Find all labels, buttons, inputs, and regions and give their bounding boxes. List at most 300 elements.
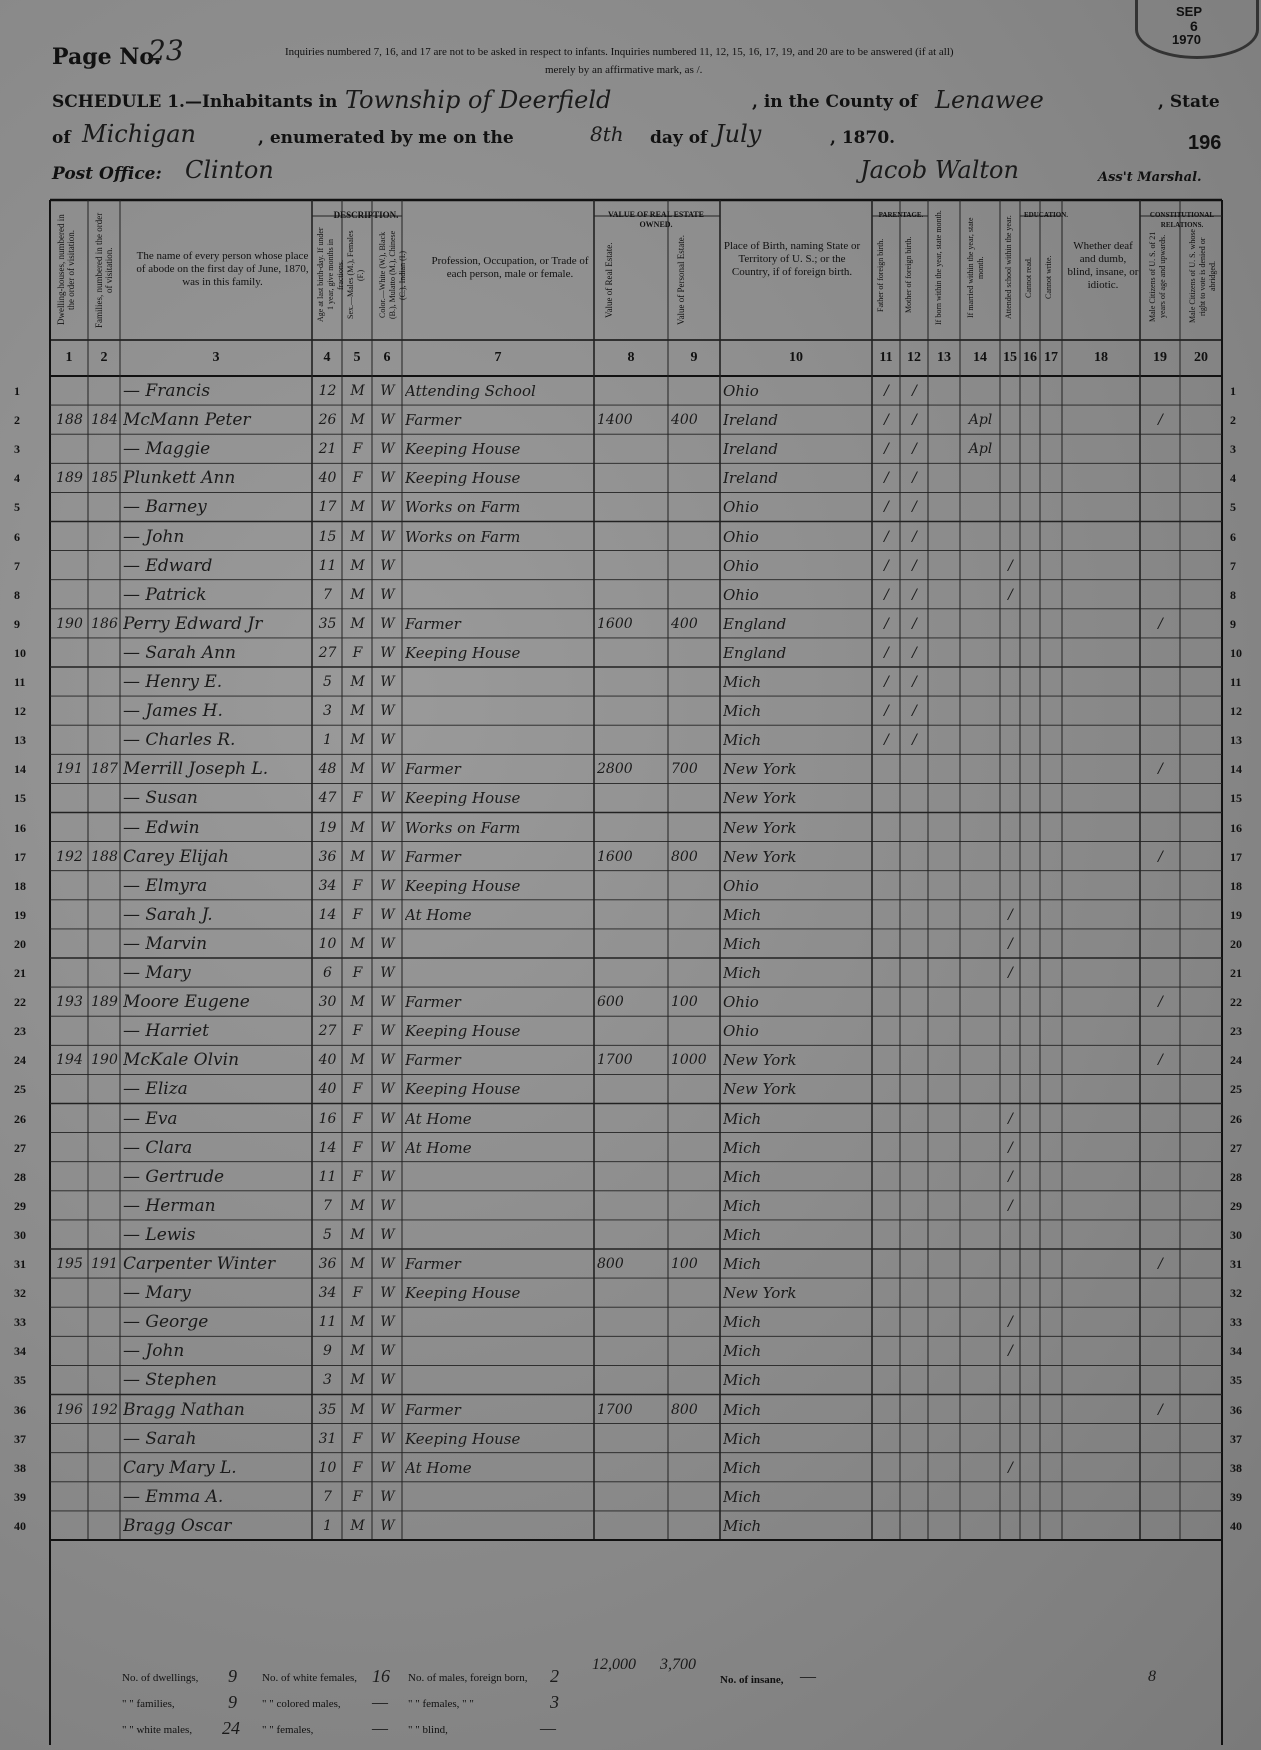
mother-foreign-mark: [903, 1165, 926, 1190]
sex: F: [352, 877, 363, 894]
real-estate-value: 1700: [597, 1401, 633, 1418]
personal-estate-value: 400: [671, 412, 698, 429]
county: Lenawee: [935, 86, 1044, 114]
real-estate-value: [597, 670, 666, 695]
marshal-label: Ass't Marshal.: [1098, 170, 1202, 185]
sex: M: [350, 383, 365, 399]
married-within-year: [963, 554, 998, 579]
dwelling-number: [53, 1427, 86, 1452]
row-number-left: 29: [14, 1198, 26, 1213]
row-number-right: 4: [1230, 471, 1236, 486]
dwelling-number: [53, 1136, 86, 1161]
stamp-day: 6: [1190, 18, 1198, 34]
row-number-left: 36: [14, 1402, 26, 1417]
citizen-mark: [1143, 1019, 1178, 1044]
header-cannot-write: Cannot write.: [1044, 255, 1053, 300]
personal-estate-value: [671, 874, 718, 899]
personal-estate-value: [671, 1194, 718, 1219]
birthplace: New York: [723, 1080, 797, 1099]
header-education: EDUCATION.: [1024, 211, 1069, 219]
person-name: — John: [123, 526, 185, 547]
birthplace: Ohio: [723, 382, 759, 400]
father-foreign-mark: [875, 1136, 898, 1161]
school-mark: [1003, 1398, 1018, 1423]
header-sex: Sex.—Males (M.), Females (F.): [346, 230, 365, 320]
school-mark: [1003, 495, 1018, 520]
dwelling-number: 191: [56, 761, 83, 778]
personal-estate-value: [671, 699, 718, 724]
mother-foreign-mark: /: [912, 412, 917, 429]
real-estate-value: [597, 1165, 666, 1190]
mother-foreign-mark: [903, 1048, 926, 1073]
dwelling-number: 193: [56, 994, 83, 1011]
father-foreign-mark: [875, 1485, 898, 1510]
real-estate-value: [597, 1136, 666, 1161]
family-number: [91, 583, 118, 608]
personal-estate-value: [671, 1427, 718, 1452]
father-foreign-mark: [875, 1077, 898, 1102]
mother-foreign-mark: [903, 874, 926, 899]
dwelling-number: 189: [56, 470, 83, 487]
real-estate-value: [597, 1456, 666, 1481]
occupation: [405, 1165, 592, 1190]
marshal-signature: Jacob Walton: [860, 156, 1019, 184]
occupation: [405, 1310, 592, 1335]
school-mark: /: [1008, 1197, 1013, 1214]
dwelling-number: [53, 1339, 86, 1364]
father-foreign-mark: /: [884, 412, 889, 429]
family-number: [91, 874, 118, 899]
families-count: 9: [228, 1692, 237, 1712]
color: W: [380, 557, 395, 574]
dwelling-number: [53, 932, 86, 957]
citizen-mark: /: [1158, 615, 1163, 632]
color: W: [380, 1168, 395, 1185]
row-number-left: 30: [14, 1227, 26, 1242]
father-foreign-mark: /: [884, 470, 889, 487]
color: W: [380, 615, 395, 632]
dwelling-number: [53, 786, 86, 811]
occupation: Keeping House: [405, 1284, 521, 1303]
school-mark: /: [1008, 965, 1013, 981]
occupation: At Home: [405, 1138, 472, 1157]
row-number-right: 38: [1230, 1460, 1242, 1475]
person-name: — Gertrude: [123, 1166, 225, 1187]
families-label: " " families,: [122, 1698, 175, 1710]
color: W: [380, 499, 395, 516]
of-label: of: [52, 128, 71, 148]
row-number-left: 11: [14, 675, 26, 689]
column-number-6: 6: [383, 350, 391, 365]
sex: F: [352, 1081, 363, 1098]
occupation: Farmer: [405, 993, 461, 1012]
person-name: Carpenter Winter: [123, 1254, 276, 1274]
age: 26: [318, 412, 337, 429]
citizen-mark: [1143, 525, 1178, 550]
mother-foreign-mark: [903, 1339, 926, 1364]
age: 3: [323, 703, 332, 720]
column-number-18: 18: [1094, 350, 1108, 365]
person-name: — Patrick: [123, 584, 207, 605]
married-within-year: [963, 699, 998, 724]
instructions-line-2: merely by an affirmative mark, as /.: [545, 64, 703, 76]
personal-estate-value: [671, 1107, 718, 1132]
real-estate-value: [597, 1368, 666, 1393]
row-number-right: 23: [1230, 1024, 1242, 1039]
family-number: [91, 1019, 118, 1044]
married-within-year: Apl: [968, 441, 993, 458]
row-number-right: 3: [1230, 442, 1236, 457]
person-name: — Barney: [123, 497, 207, 518]
occupation: Works on Farm: [405, 527, 521, 546]
married-within-year: [963, 757, 998, 782]
row-number-right: 15: [1230, 791, 1242, 806]
married-within-year: [963, 1456, 998, 1481]
sex: M: [350, 732, 365, 749]
person-name: — Maggie: [123, 439, 211, 460]
occupation: [405, 961, 592, 986]
married-within-year: [963, 728, 998, 753]
occupation: [405, 1339, 592, 1364]
age: 36: [318, 848, 337, 865]
mother-foreign-mark: /: [912, 586, 917, 603]
married-within-year: [963, 1368, 998, 1393]
row-number-left: 31: [14, 1257, 26, 1271]
page-no: 23: [148, 34, 184, 67]
school-mark: [1003, 1048, 1018, 1073]
occupation: Farmer: [405, 614, 461, 633]
citizen-mark: /: [1158, 412, 1163, 429]
row-number-right: 39: [1230, 1489, 1242, 1504]
white-females-count: 16: [372, 1666, 390, 1686]
married-within-year: [963, 990, 998, 1015]
personal-estate-value: [671, 379, 718, 404]
real-estate-value: 1700: [597, 1052, 633, 1069]
married-within-year: [963, 466, 998, 491]
age: 31: [318, 1430, 337, 1447]
age: 14: [318, 906, 337, 923]
family-number: [91, 1194, 118, 1219]
stamp-year: 1970: [1172, 32, 1201, 47]
foreign-females-label: " " females, " ": [408, 1698, 474, 1710]
column-number-16: 16: [1023, 350, 1037, 365]
person-name: — Sarah: [123, 1428, 197, 1449]
column-number-13: 13: [937, 350, 951, 365]
occupation: Farmer: [405, 1255, 461, 1273]
married-within-year: [963, 1194, 998, 1219]
real-estate-value: [597, 1485, 666, 1510]
family-number: [91, 1485, 118, 1510]
sex: M: [350, 557, 365, 574]
header-attended-school: Attended school within the year.: [1004, 215, 1013, 320]
age: 34: [318, 1285, 337, 1302]
dwelling-number: [53, 641, 86, 666]
sex: M: [350, 1517, 365, 1534]
birthplace: England: [723, 614, 787, 633]
row-number-left: 16: [14, 820, 26, 835]
citizen-mark: [1143, 699, 1178, 724]
occupation: [405, 932, 592, 957]
real-estate-value: [597, 1194, 666, 1219]
school-mark: [1003, 1223, 1018, 1248]
sex: F: [352, 1110, 363, 1127]
dwelling-number: [53, 1368, 86, 1393]
citizen-mark: [1143, 379, 1178, 404]
birthplace: Mich: [723, 1487, 762, 1506]
day-of-label: day of: [650, 128, 708, 148]
personal-estate-total: 3,700: [660, 1656, 696, 1673]
row-number-left: 10: [14, 645, 26, 660]
personal-estate-value: [671, 495, 718, 520]
personal-estate-value: [671, 1077, 718, 1102]
person-name: — Edward: [123, 555, 213, 576]
real-estate-value: [597, 903, 666, 928]
person-name: Carey Elijah: [123, 846, 229, 867]
sex: M: [350, 1314, 365, 1331]
column-number-19: 19: [1153, 350, 1167, 365]
father-foreign-mark: /: [884, 383, 889, 399]
family-number: 190: [91, 1052, 118, 1069]
sex: F: [352, 790, 363, 807]
occupation: Farmer: [405, 760, 461, 779]
birthplace: New York: [723, 789, 797, 808]
color: W: [380, 1517, 395, 1534]
citizens-total: 8: [1148, 1668, 1156, 1685]
row-number-left: 25: [14, 1082, 26, 1097]
dwelling-number: [53, 874, 86, 899]
foreign-males-label: No. of males, foreign born,: [408, 1672, 528, 1684]
father-foreign-mark: [875, 1165, 898, 1190]
married-within-year: [963, 641, 998, 666]
personal-estate-value: 1000: [671, 1052, 707, 1069]
row-number-right: 9: [1230, 616, 1236, 631]
sex: F: [352, 965, 363, 981]
age: 40: [318, 1081, 337, 1098]
age: 47: [318, 790, 337, 807]
age: 40: [318, 1052, 337, 1069]
person-name: Perry Edward Jr: [123, 613, 263, 634]
citizen-mark: [1143, 874, 1178, 899]
person-name: — Herman: [123, 1195, 216, 1216]
row-number-right: 36: [1230, 1402, 1242, 1417]
dwelling-number: [53, 495, 86, 520]
married-within-year: [963, 961, 998, 986]
white-females-label: No. of white females,: [262, 1672, 357, 1684]
family-number: [91, 1165, 118, 1190]
person-name: — George: [123, 1312, 209, 1333]
dwelling-number: 190: [56, 615, 83, 632]
sex: F: [352, 441, 363, 458]
age: 36: [318, 1256, 337, 1272]
age: 5: [323, 674, 332, 690]
father-foreign-mark: [875, 816, 898, 841]
citizen-mark: [1143, 1136, 1178, 1161]
header-birthplace: Place of Birth, naming State or Territory of U. S.; or the Country, if of foreign birth.: [723, 240, 861, 278]
occupation: [405, 554, 592, 579]
real-estate-value: [597, 1310, 666, 1335]
married-within-year: [963, 525, 998, 550]
school-mark: [1003, 1485, 1018, 1510]
occupation: [405, 699, 592, 724]
occupation: Keeping House: [405, 1429, 521, 1448]
personal-estate-value: [671, 1368, 718, 1393]
citizen-mark: [1143, 728, 1178, 753]
header-infirmities: Whether deaf and dumb, blind, insane, or idiotic.: [1067, 240, 1139, 291]
row-number-left: 17: [14, 849, 26, 864]
father-foreign-mark: [875, 1339, 898, 1364]
person-name: — James H.: [123, 701, 223, 722]
occupation: [405, 583, 592, 608]
father-foreign-mark: [875, 932, 898, 957]
family-number: [91, 699, 118, 724]
row-number-right: 34: [1230, 1344, 1242, 1359]
father-foreign-mark: /: [884, 499, 889, 516]
occupation: Works on Farm: [405, 818, 521, 837]
row-number-left: 23: [14, 1024, 26, 1039]
row-number-right: 32: [1230, 1286, 1242, 1301]
birthplace: Ireland: [723, 411, 778, 430]
white-males-label: " " white males,: [122, 1724, 193, 1736]
column-number-10: 10: [789, 350, 803, 365]
blind-label: " " blind,: [408, 1724, 448, 1736]
personal-estate-value: [671, 1339, 718, 1364]
row-number-right: 5: [1230, 500, 1236, 515]
dwelling-number: [53, 816, 86, 841]
school-mark: /: [1008, 1110, 1013, 1127]
citizen-mark: [1143, 1310, 1178, 1335]
occupation: Keeping House: [405, 876, 521, 895]
sex: F: [352, 1459, 363, 1476]
school-mark: [1003, 1252, 1018, 1277]
row-number-right: 14: [1230, 762, 1242, 777]
real-estate-value: [597, 466, 666, 491]
mother-foreign-mark: [903, 1485, 926, 1510]
citizen-mark: [1143, 786, 1178, 811]
school-mark: [1003, 1019, 1018, 1044]
citizen-mark: [1143, 466, 1178, 491]
dwellings-label: No. of dwellings,: [122, 1672, 199, 1684]
family-number: [91, 1136, 118, 1161]
father-foreign-mark: [875, 757, 898, 782]
father-foreign-mark: /: [884, 703, 889, 720]
family-number: [91, 525, 118, 550]
mother-foreign-mark: [903, 1368, 926, 1393]
mother-foreign-mark: [903, 1019, 926, 1044]
birthplace: New York: [723, 1284, 797, 1303]
birthplace: Mich: [723, 702, 762, 721]
color: W: [380, 1081, 395, 1098]
insane-label: No. of insane,: [720, 1674, 784, 1686]
color: W: [380, 1372, 395, 1389]
row-number-left: 37: [14, 1431, 26, 1446]
person-name: — Susan: [123, 788, 198, 809]
row-number-left: 8: [14, 587, 20, 602]
sex: M: [350, 935, 365, 952]
occupation: At Home: [405, 905, 472, 924]
school-mark: [1003, 990, 1018, 1015]
personal-estate-value: [671, 1281, 718, 1306]
sex: M: [350, 528, 365, 545]
real-estate-value: 1600: [597, 615, 633, 632]
father-foreign-mark: [875, 1514, 898, 1539]
school-mark: /: [1008, 586, 1013, 603]
dwelling-number: [53, 1019, 86, 1044]
occupation: Attending School: [405, 382, 536, 400]
color: W: [380, 674, 395, 690]
married-within-year: [963, 1019, 998, 1044]
occupation: [405, 1514, 592, 1539]
age: 27: [318, 1023, 337, 1040]
color: W: [380, 383, 395, 399]
school-mark: /: [1008, 1314, 1013, 1331]
dwelling-number: [53, 699, 86, 724]
family-number: 187: [91, 761, 118, 778]
real-estate-value: 800: [597, 1256, 624, 1272]
white-males-count: 24: [222, 1718, 240, 1738]
age: 15: [318, 528, 337, 545]
married-within-year: [963, 874, 998, 899]
color: W: [380, 1052, 395, 1069]
school-mark: [1003, 1514, 1018, 1539]
personal-estate-value: [671, 1456, 718, 1481]
row-number-right: 10: [1230, 645, 1242, 660]
row-number-left: 33: [14, 1315, 26, 1330]
birthplace: Ireland: [723, 440, 778, 459]
birthplace: Ohio: [723, 1022, 759, 1041]
age: 21: [318, 441, 337, 458]
row-number-left: 7: [14, 558, 20, 573]
family-number: [91, 1223, 118, 1248]
instructions-line-1: Inquiries numbered 7, 16, and 17 are not to be asked in respect to infants. Inquiries numbered 11, 12, 15, 16, 17, 19, and 20 are to be answered (if at all): [285, 46, 954, 58]
father-foreign-mark: [875, 990, 898, 1015]
school-mark: [1003, 1427, 1018, 1452]
school-mark: /: [1008, 1139, 1013, 1156]
real-estate-value: 600: [597, 994, 624, 1011]
mother-foreign-mark: [903, 1077, 926, 1102]
header-dwelling: Dwelling-houses, numbered in the order of visitation.: [56, 214, 76, 326]
occupation: [405, 1368, 592, 1393]
occupation: At Home: [405, 1458, 472, 1477]
color: W: [380, 877, 395, 894]
row-number-right: 2: [1230, 413, 1236, 428]
row-number-left: 34: [14, 1344, 26, 1359]
schedule-label: SCHEDULE 1.—Inhabitants in: [52, 92, 338, 112]
dwelling-number: [53, 1310, 86, 1335]
state-label: , State: [1158, 92, 1220, 112]
row-number-right: 17: [1230, 849, 1242, 864]
father-foreign-mark: [875, 903, 898, 928]
married-within-year: [963, 1514, 998, 1539]
color: W: [380, 848, 395, 865]
occupation: Farmer: [405, 1400, 461, 1419]
mother-foreign-mark: [903, 1281, 926, 1306]
family-number: [91, 903, 118, 928]
father-foreign-mark: [875, 1252, 898, 1277]
color: W: [380, 994, 395, 1011]
real-estate-value: [597, 1514, 666, 1539]
occupation: [405, 1485, 592, 1510]
birthplace: Ohio: [723, 876, 759, 895]
age: 40: [318, 470, 337, 487]
birthplace: Ohio: [723, 993, 759, 1012]
age: 10: [318, 935, 337, 952]
occupation: Keeping House: [405, 643, 521, 662]
personal-estate-value: [671, 466, 718, 491]
real-estate-value: [597, 641, 666, 666]
person-name: Plunkett Ann: [123, 468, 236, 489]
age: 7: [323, 1488, 332, 1505]
occupation: [405, 670, 592, 695]
